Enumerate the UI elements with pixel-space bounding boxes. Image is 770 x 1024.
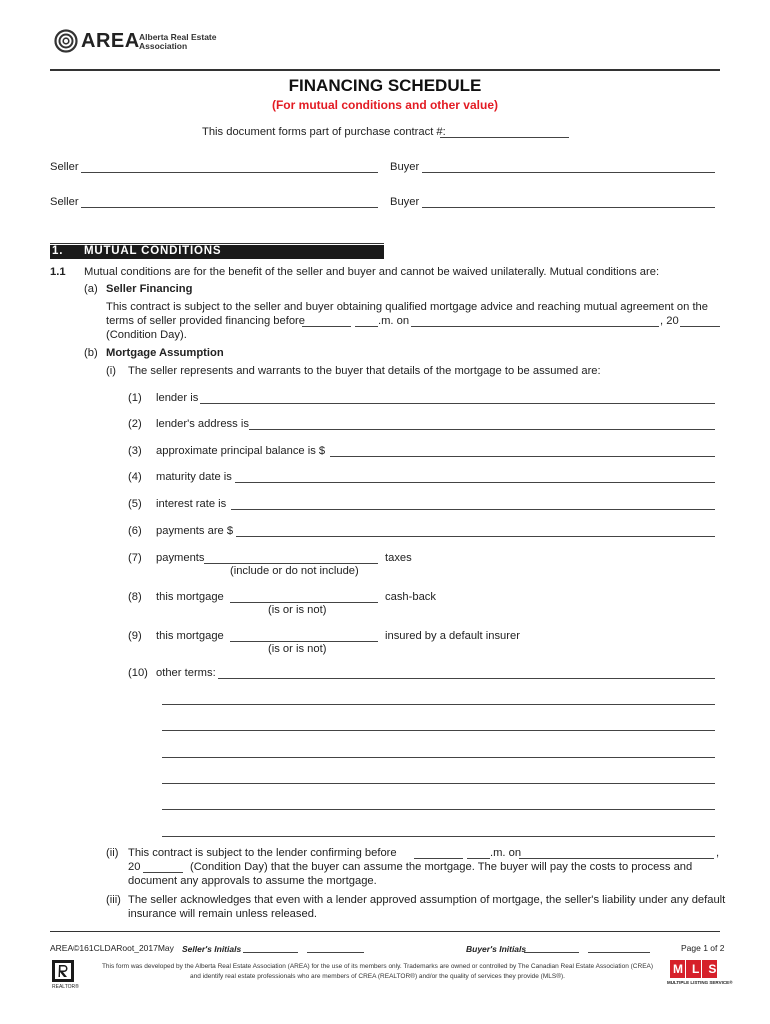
mortgage-item-3-num: (3) (128, 445, 142, 457)
payments-amount-field[interactable] (236, 525, 715, 537)
other-terms-field-6[interactable] (162, 798, 715, 810)
section-1-title: MUTUAL CONDITIONS (84, 245, 222, 257)
mortgage-item-8-label: this mortgage (156, 591, 224, 603)
mortgage-item-7-num: (7) (128, 552, 142, 564)
interest-rate-field[interactable] (231, 498, 715, 510)
realtor-r-icon (52, 960, 74, 982)
cashback-field[interactable] (230, 591, 378, 603)
lender-confirm-year-field[interactable] (143, 861, 183, 873)
mortgage-item-8-hint: (is or is not) (268, 604, 327, 616)
lender-field[interactable] (200, 392, 715, 404)
mortgage-item-4-num: (4) (128, 471, 142, 483)
item-a-text-2c: , 20 (660, 315, 679, 327)
header-rule (50, 69, 720, 71)
page-subtitle: (For mutual conditions and other value) (271, 98, 498, 112)
mls-sub: MULTIPLE LISTING SERVICE® (667, 980, 733, 985)
item-a-text-3: (Condition Day). (106, 329, 187, 341)
mortgage-item-7-after: taxes (385, 552, 412, 564)
mortgage-item-8-after: cash-back (385, 591, 436, 603)
lender-confirm-date-field[interactable] (519, 847, 714, 859)
mortgage-item-9-num: (9) (128, 630, 142, 642)
item-b-label: (b) (84, 347, 98, 359)
mortgage-item-9-label: this mortgage (156, 630, 224, 642)
area-logo (54, 29, 217, 55)
lender-address-field[interactable] (249, 418, 715, 430)
mortgage-item-5-label: interest rate is (156, 498, 227, 510)
seller-label-1: Seller (50, 161, 79, 173)
other-terms-field-2[interactable] (162, 693, 715, 705)
maturity-date-field[interactable] (235, 471, 715, 483)
mortgage-item-9-after: insured by a default insurer (385, 630, 520, 642)
financing-ampm-field[interactable] (355, 315, 378, 327)
seller-initials-field-2[interactable] (307, 943, 364, 953)
lender-confirm-time-field[interactable] (414, 847, 463, 859)
payments-taxes-field[interactable] (204, 552, 378, 564)
item-a-title: Seller Financing (106, 283, 193, 295)
buyer-initials-field-1[interactable] (524, 943, 579, 953)
item-ii-text-1b: .m. on (490, 847, 522, 859)
logo-text: AREA (81, 30, 140, 52)
form-code: AREA©161CLDARoot_2017May (50, 943, 174, 953)
mls-logo (667, 960, 733, 990)
section-1-number: 1. (52, 245, 64, 257)
financing-date-field[interactable] (411, 315, 659, 327)
seller-initials-label: Seller's Initials (182, 944, 242, 954)
item-ii-text-3: document any approvals to assume the mortgage. (128, 875, 377, 887)
financing-time-field[interactable] (302, 315, 351, 327)
item-ii-label: (ii) (106, 847, 119, 859)
item-a-text-2b: .m. on (378, 315, 410, 327)
other-terms-field-5[interactable] (162, 772, 715, 784)
contract-label: This document forms part of purchase contract #: (202, 126, 446, 138)
other-terms-field-3[interactable] (162, 719, 715, 731)
mortgage-item-9-hint: (is or is not) (268, 643, 327, 655)
logo-sub-line2: Association (139, 41, 188, 51)
mortgage-item-2-label: lender's address is (156, 418, 249, 430)
page-number: Page 1 of 2 (681, 943, 725, 953)
other-terms-field-4[interactable] (162, 746, 715, 758)
financing-year-field[interactable] (680, 315, 720, 327)
mortgage-item-2-num: (2) (128, 418, 142, 430)
item-a-text-2a: terms of seller provided financing before (106, 315, 305, 327)
section-1-header (50, 245, 384, 259)
mls-text: MLS (673, 962, 726, 976)
mortgage-item-6-label: payments are $ (156, 525, 234, 537)
mortgage-item-1-num: (1) (128, 392, 142, 404)
item-b-title: Mortgage Assumption (106, 347, 224, 359)
mls-icon (670, 960, 726, 978)
buyer-label-2: Buyer (390, 196, 420, 208)
mortgage-item-4-label: maturity date is (156, 471, 232, 483)
clause-1-1-number: 1.1 (50, 266, 66, 278)
principal-balance-field[interactable] (330, 445, 715, 457)
contract-number-field[interactable] (440, 126, 569, 138)
mortgage-item-3-label: approximate principal balance is $ (156, 445, 326, 457)
other-terms-field-1[interactable] (218, 667, 715, 679)
mortgage-item-5-num: (5) (128, 498, 142, 510)
buyer-name-field-1[interactable] (422, 161, 715, 173)
seller-initials-field-1[interactable] (243, 943, 298, 953)
lender-confirm-ampm-field[interactable] (467, 847, 490, 859)
item-i-text: The seller represents and warrants to the buyer that details of the mortgage to be assumed are: (128, 365, 601, 377)
item-ii-text-2a: 20 (128, 861, 141, 873)
footer-rule (50, 931, 720, 932)
mortgage-item-8-num: (8) (128, 591, 142, 603)
mortgage-item-10-num: (10) (128, 667, 148, 679)
mortgage-item-7-hint: (include or do not include) (230, 565, 359, 577)
clause-1-1-text: Mutual conditions are for the benefit of the seller and buyer and cannot be waived unilaterally. Mutual conditions are: (84, 266, 660, 278)
mortgage-item-7-label: payments (156, 552, 205, 564)
item-ii-text-2b: (Condition Day) that the buyer can assume the mortgage. The buyer will pay the costs to process and (190, 861, 693, 873)
realtor-label: REALTOR® (52, 984, 79, 990)
mortgage-item-1-label: lender is (156, 392, 199, 404)
item-iii-text-1: The seller acknowledges that even with a lender approved assumption of mortgage, the seller's liability under any default (128, 894, 726, 906)
footer-disclaimer: This form was developed by the Alberta Real Estate Association (AREA) for the use of its members only. Trademarks are owned or controlled by The Canadian Real Estate Association (CREA) and identify real estate professionals who are members of CREA (REALTOR®) and/or the quality of services they provide (MLS®). (101, 963, 654, 980)
logo-sub-line1: Alberta Real Estate (139, 32, 217, 42)
item-a-text-1: This contract is subject to the seller and buyer obtaining qualified mortgage advice and reaching mutual agreement on the (106, 301, 708, 313)
buyer-initials-label: Buyer's Initials (466, 944, 527, 954)
seller-name-field-1[interactable] (81, 161, 378, 173)
buyer-label-1: Buyer (390, 161, 420, 173)
mortgage-item-10-label: other terms: (156, 667, 216, 679)
buyer-initials-field-2[interactable] (588, 943, 650, 953)
item-i-label: (i) (106, 365, 116, 377)
item-ii-text-1a: This contract is subject to the lender confirming before (128, 847, 397, 859)
section-divider (50, 243, 384, 244)
page-title: FINANCING SCHEDULE (288, 76, 482, 95)
item-a-label: (a) (84, 283, 98, 295)
item-iii-label: (iii) (106, 894, 121, 906)
area-logo-icon (54, 29, 78, 53)
seller-label-2: Seller (50, 196, 79, 208)
item-iii-text-2: insurance will remain unless released. (128, 908, 318, 920)
item-ii-text-1c: , (716, 847, 720, 859)
default-insurer-field[interactable] (230, 630, 378, 642)
realtor-logo (50, 960, 79, 992)
mortgage-item-6-num: (6) (128, 525, 142, 537)
seller-name-field-2[interactable] (81, 196, 378, 208)
other-terms-field-7[interactable] (162, 825, 715, 837)
buyer-name-field-2[interactable] (422, 196, 715, 208)
